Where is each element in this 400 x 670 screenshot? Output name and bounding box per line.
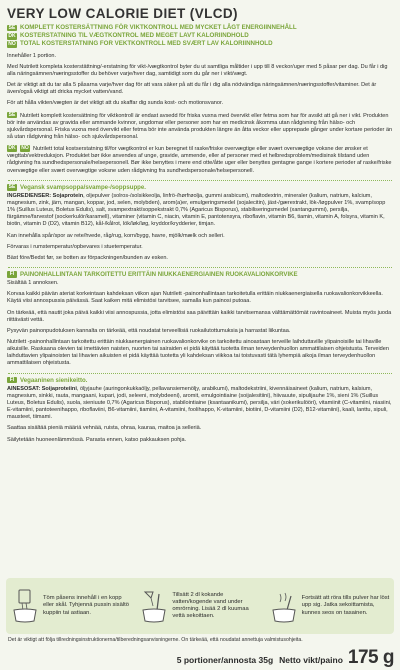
instruction-step-1: [6, 578, 135, 634]
add-water-stir-icon: [139, 588, 169, 624]
se-importance-text: Det är viktigt att du tar alla 5 påsarna varje/hver dag för att vara säker på att du får i dig alla nödvändiga näringsämnen/næringsstoffer/vitaminer. Det är även/også viktigt att dricka mycket vatten/vand.: [7, 82, 377, 96]
se-ingredients-label: INGREDIENSER: Sojaprotein: [7, 192, 84, 199]
fi-storage-text: Säilytetään huoneenlämmössä. Parasta ennen, katso pakkauksen pohja.: [7, 436, 187, 443]
dk-warning-text: [7, 145, 394, 175]
fi-usage-text: Korvaa kaikki päivän ateriat korkeintaan kahdeksan viikon ajan Nutrilett -painonhallintaan tarkoitetulla erittäin niukkaenergiaisella ruokavalionkorvikkeella. Käytä viisi annospussia päivässä. Saat kaiken mitä elimistösi tarvitsee, samalla kun painosi putoaa.: [7, 291, 383, 305]
lang-badge-dk-warning: DK: [8, 145, 16, 152]
fi-importance-text: On tärkeää, että nautit joka päivä kaikki viisi annospussia, jotta elimistösi saa päivittäin kaikki tarvitsemansa välttämättömät ravintoaineet. Muista myös juoda riittävästi vettä.: [7, 309, 392, 323]
se-bestbefore-text: Bäst före/Bedst før, se botten av förpackningen/bunden av esken.: [7, 254, 168, 261]
fi-claim-text: PAINONHALLINTAAN TARKOITETTU ERITTÄIN NIUKKAENERGIAINEN RUOKAVALIONKORVIKE: [20, 271, 298, 279]
lang-badge-no-warning: NO: [21, 145, 29, 152]
se-portion-text: Innehåller 1 portion.: [7, 52, 57, 59]
portions-label: 5 portioner/annosta 35g: [176, 655, 274, 665]
se-usage-text: Med Nutrilett kompleta kosterstättning/-erstatning för vikt-/vægtkontrol byter du ut samtliga måltider i upp till 8 veckor/uger med 5 påsar per dag. Du får i dig alla näringsämnen/næringsstoffer du behöver varje/hver dag, samtidigt som du går ner i vikt/vægt.: [7, 63, 388, 77]
se-ingredients-heading: [7, 184, 394, 191]
claim-no: [7, 40, 394, 48]
se-ingredients-heading-text: Vegansk svampsoppa/svampe-/soppsuppe.: [20, 183, 146, 191]
net-weight-label: Netto vikt/paino: [279, 655, 343, 665]
instruction-step-1-text: Töm påsens innehåll i en kopp eller skål. Tyhjennä pussin sisältö kuppiin tai astiaan.: [43, 595, 129, 616]
preparation-instructions: [6, 578, 394, 634]
product-title: VERY LOW CALORIE DIET (VLCD): [7, 6, 238, 21]
dk-warning-body: Nutrilett total kostserstatning til/for vægtkontrol er kun beregnet til raske/friske overvægtige eller svært overvægtige voksne der ønsker et vægttab/vektreduksjon. Produktet bør ikke anvendes af unge, gravide, ammende, eller af personer med et helbredsproblem/medisinsk tilstand uden rådgivning fra sundhedspersonale/helsepersonell. Bør ikke benyttes i mere end otte/åtte uger eller benyttes gentagne gange i kortere perioder af raske/friske overvægtige eller svært overvægtige voksne uden rådgivning fra sundhedspersonale/helsepersonell.: [7, 146, 392, 174]
se-warning-text: [7, 112, 394, 142]
instruction-step-3: [265, 578, 394, 634]
fi-lifestyle-text: Pysyvän painonpudotuksen kannalta on tärkeää, että noudatat terveellisiä ruokailutottumuksia ja harrastat liikuntaa.: [7, 327, 291, 334]
fi-allergen-text: Saattaa sisältää pieniä määriä vehnää, ruista, ohraa, kauraa, maitoa ja selleriä.: [7, 425, 202, 432]
net-weight-value: 175 g: [347, 647, 394, 668]
divider: [8, 373, 392, 374]
fi-ingredients-heading: [7, 377, 394, 384]
divider: [8, 180, 392, 181]
fi-ingredients-label: AINESOSAT: Soijaproteiini: [7, 385, 77, 392]
lang-badge-se: SE: [8, 24, 16, 31]
se-allergen-text: Kan innehålla spår/spor av rete/hvede, råg/rug, korn/bygg, havre, mjölk/mælk och selleri.: [7, 232, 225, 239]
net-weight: [177, 647, 394, 669]
divider: [8, 267, 392, 268]
instruction-step-2-text: Tillsätt 2 dl kokande vatten/kogende vand under omrörning. Lisää 2 dl kuumaa vettä sekoittaen.: [172, 591, 249, 620]
lang-badge-dk: DK: [8, 33, 16, 39]
se-ingredients-list: [7, 193, 394, 229]
bowl-ready-icon: [269, 588, 299, 624]
lang-badge-se-warning: SE: [8, 111, 16, 118]
se-lifestyle-text: För att hålla vikten/vægten är det viktigt att du skaffar dig sunda kost- och motionsvanor.: [7, 100, 224, 107]
fi-claim: [7, 271, 394, 278]
claim-dk-text: KOSTERSTATNING TIL VÆGTKONTROL MED MEGET LAVT KALORIINDHOLD: [20, 32, 249, 40]
se-ingredients-body: , oljepulver (solros-/solsikkeolja, linfrö-/hørfrøolja, gummi arabicum), maltodextrin, mineraler (kalium, natrium, kalcium, magnesium, zink, järn, mangan, koppar, jod, selen, molybden), arom(a)er, emulgeringsmedel (sojalecitin), jäst-/gærextrakt, lök-/løgpulver 1%, svamp/sopp 1% (Suillus Luteus, Boletus Edulis), salt, svampextrakt/soppekstrakt 0,7% (Agaricus Bisporus), stabiliseringsmedel (xantangummi), persilja, färgämne/farvestof (sockerkulör/karamell), vitaminer (vitamin C, niacin, vitamin E, pantotensyra, riboflavin, vitamin B6, tiamin, vitamin A, folsyra, vitamin K, biotin, vitamin D (D2), vitamin B12), kål-/kålrot, lök/løk/løg, kryddor/krydderier, timjan.: [7, 192, 386, 228]
fi-ingredients-heading-text: Vegaaninen sienikeitto.: [20, 376, 88, 384]
lang-badge-no: NO: [8, 41, 16, 48]
lang-badge-fi: FI: [7, 271, 17, 278]
claim-dk: [7, 32, 394, 40]
se-storage-text: Förvaras i rumstemperatur/opbevares i stuetemperatur.: [7, 243, 143, 250]
instruction-step-3-text: Fortsätt att röra tills pulver har löst upp sig. Jatka sekoittamista, kunnes seos on tasainen.: [301, 595, 390, 616]
se-warning-body: Nutrilett komplett kostersättning för viktkontroll är endast avsedd för friska vuxna med övervikt eller fetma som har för avsikt att gå ner i vikt. Produkten bör inte användas av gravida eller ammande kvinnor, ungdomar eller personer som har en medicinsk åkomma utan rådgivning från hälso- och sjukvårdspersonal. Friska vuxna med övervikt eller fetma bör inte använda produkten längre än åtta veckor eller upprepade gånger under kortare perioder än så utan rådgivning från hälso- och sjukvårdspersonal.: [7, 112, 393, 141]
preparation-footnote: Det är viktigt att följa tillredningsinstruktionerna/tilberedningsanvisningerne. On tärkeää, että noudatat annettuja valmistusohjeita.: [8, 637, 303, 643]
pour-into-cup-icon: [10, 588, 40, 624]
lang-badge-se-dk-no: SE: [8, 184, 16, 190]
claim-se: [7, 24, 394, 32]
fi-ingredients-body: , öljyjauhe (auringonkukkaöljy, pellavansiemenöljy, arabikumi), maltodekstriini, kivennäisaineet (kalium, natrium, kalsium, magnesium, sinkki, rauta, mangaani, kupari, jodi, seleeni, molybdeeni), aromit, emulgointiaine (soijalesitiini), hiivauute, sipulijauhe 1%, sieni 1% (Suillus Luteus, Boletus Edulis), suola, sieniuute 0,7% (Agaricus Bisporus), stabilointiaine (ksantaanikumi), persilja, väri (sokerikulööri), vitamiinit (C-vitamiini, niasiini, E-vitamiini, pantoteenihappo, riboflaviini, B6-vitamiini, tiamiini, A-vitamiini, foolihappo, K-vitamiini, biotiini, D-vitamiini (D2), B12-vitamiini), kaali, lanttu, sipuli, mausteet, tiimami.: [7, 385, 392, 421]
lang-badge-fi-ingredients: FI: [7, 377, 17, 384]
fi-portion-text: Sisältää 1 annoksen.: [7, 280, 59, 287]
claim-no-text: TOTAL KOSTERSTATNING FOR VEKTKONTROLL MED SVÆRT LAV KALORIINNHOLD: [20, 40, 273, 48]
fi-warning-text: Nutrilett -painonhallintaan tarkoitettu erittäin niukkaenergiainen ruokavalionkorvike on tarkoitettu ainoastaan terveille laihduttaville ylipainoisille tai lihaville aikuisille. Raskaana olevien tai imettävien naisten, nuorten tai sairaiden ei pidä käyttää tuotetta ilman terveydenhuollon ammattilaisen ohjeistusta. Terveiden laihduttavien ylipainoisten tai lihavien aikuisten ei pidä käyttää tuotetta yli kahdeksan viikkoa tai toistuvasti tätä lyhempiä aikoja ilman terveydenhuollon ammattilaisen ohjeistusta.: [7, 338, 389, 367]
fi-ingredients-list: [7, 386, 394, 422]
claim-se-text: KOMPLETT KOSTERSÄTTNING FÖR VIKTKONTROLL MED MYCKET LÅGT ENERGIINNEHÅLL: [20, 24, 297, 31]
instruction-step-2: [135, 578, 264, 634]
